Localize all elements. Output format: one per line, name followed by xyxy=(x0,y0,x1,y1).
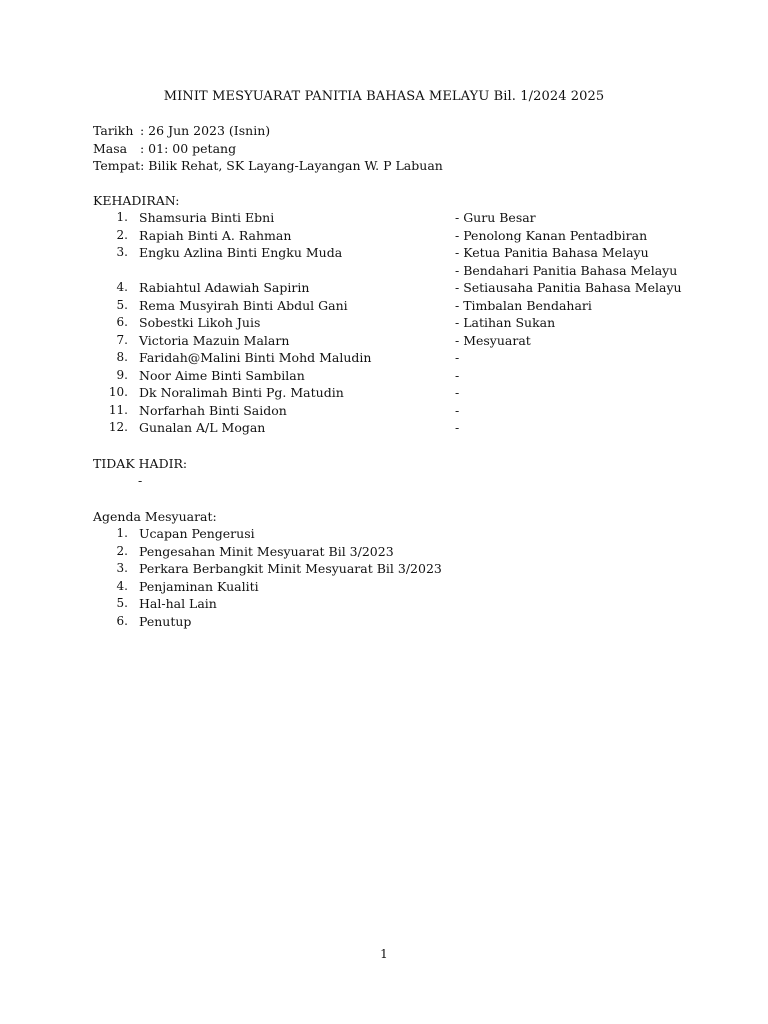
meta-value: : Bilik Rehat, SK Layang-Layangan W. P Labuan xyxy=(140,158,443,173)
item-number: 2. xyxy=(116,543,128,558)
attendee-role: - xyxy=(455,385,460,400)
agenda-text: Perkara Berbangkit Minit Mesyuarat Bil 3/2023 xyxy=(139,561,442,576)
attendee-role: - Guru Besar xyxy=(455,210,536,225)
page-number: 1 xyxy=(380,947,388,961)
row-number: 11. xyxy=(108,402,128,417)
row-number: 3. xyxy=(116,245,128,259)
agenda-text: Ucapan Pengerusi xyxy=(139,526,255,541)
item-number: 1. xyxy=(116,526,128,540)
meta-value: : 01: 00 petang xyxy=(140,140,237,156)
row-number: 6. xyxy=(116,315,128,329)
attendee-name: Dk Noralimah Binti Pg. Matudin xyxy=(139,385,344,400)
row-number: 10. xyxy=(108,385,128,399)
document-title: MINIT MESYUARAT PANITIA BAHASA MELAYU Bil. 1/2024 2025 xyxy=(163,89,605,104)
attendee-role: - Bendahari Panitia Bahasa Melayu xyxy=(455,262,678,278)
agenda-text: Penjaminan Kualiti xyxy=(139,578,259,594)
row-number: 9. xyxy=(116,367,128,382)
item-number: 4. xyxy=(116,578,128,593)
row-number: 5. xyxy=(116,297,128,312)
row-number: 7. xyxy=(116,332,128,347)
attendee-role: - xyxy=(455,367,460,383)
attendee-name: Faridah@Malini Binti Mohd Maludin xyxy=(139,350,372,365)
meeting-venue xyxy=(93,157,443,175)
item-number: 3. xyxy=(116,561,128,575)
meeting-date xyxy=(93,122,443,140)
attendee-name: Noor Aime Binti Sambilan xyxy=(139,367,305,383)
agenda-text: Pengesahan Minit Mesyuarat Bil 3/2023 xyxy=(139,543,394,559)
attendee-name: Gunalan A/L Mogan xyxy=(139,420,266,435)
absent-value: - xyxy=(138,473,143,488)
attendee-role: - xyxy=(455,420,460,435)
item-number: 6. xyxy=(116,613,128,628)
agenda-heading: Agenda Mesyuarat: xyxy=(93,509,217,524)
attendee-role: - xyxy=(455,350,460,365)
attendee-role: - Setiausaha Panitia Bahasa Melayu xyxy=(455,280,682,295)
attendee-name: Norfarhah Binti Saidon xyxy=(139,402,287,418)
attendee-role: - xyxy=(455,402,460,418)
meta-label: Masa xyxy=(93,140,128,156)
attendee-role: - Penolong Kanan Pentadbiran xyxy=(455,227,648,243)
attendee-name: Rema Musyirah Binti Abdul Gani xyxy=(139,297,348,313)
meeting-details xyxy=(93,122,443,175)
meta-label: Tempat xyxy=(93,158,141,173)
attendee-role: - Mesyuarat xyxy=(455,332,531,348)
meta-label: Tarikh xyxy=(93,123,134,138)
agenda-text: Penutup xyxy=(139,613,192,629)
attendee-name: Victoria Mazuin Malarn xyxy=(139,332,290,348)
attendee-role: - Timbalan Bendahari xyxy=(455,297,592,313)
attendee-name: Rapiah Binti A. Rahman xyxy=(139,227,292,243)
row-number: 4. xyxy=(116,280,128,294)
meeting-time xyxy=(93,140,443,158)
row-number: 12. xyxy=(108,420,128,434)
attendee-name: Rabiahtul Adawiah Sapirin xyxy=(139,280,310,295)
attendee-name: Sobestki Likoh Juis xyxy=(139,315,261,330)
attendee-name: Shamsuria Binti Ebni xyxy=(139,210,275,225)
agenda-text: Hal-hal Lain xyxy=(139,596,217,611)
item-number: 5. xyxy=(116,596,128,610)
meta-value: : 26 Jun 2023 (Isnin) xyxy=(140,123,271,138)
absent-heading: TIDAK HADIR: xyxy=(93,456,188,471)
attendee-role: - Latihan Sukan xyxy=(455,315,556,330)
attendee-role: - Ketua Panitia Bahasa Melayu xyxy=(455,245,649,260)
row-number: 8. xyxy=(116,350,128,364)
attendance-heading: KEHADIRAN: xyxy=(93,193,180,208)
attendee-name: Engku Azlina Binti Engku Muda xyxy=(139,245,343,260)
row-number: 2. xyxy=(116,227,128,242)
row-number: 1. xyxy=(116,210,128,224)
